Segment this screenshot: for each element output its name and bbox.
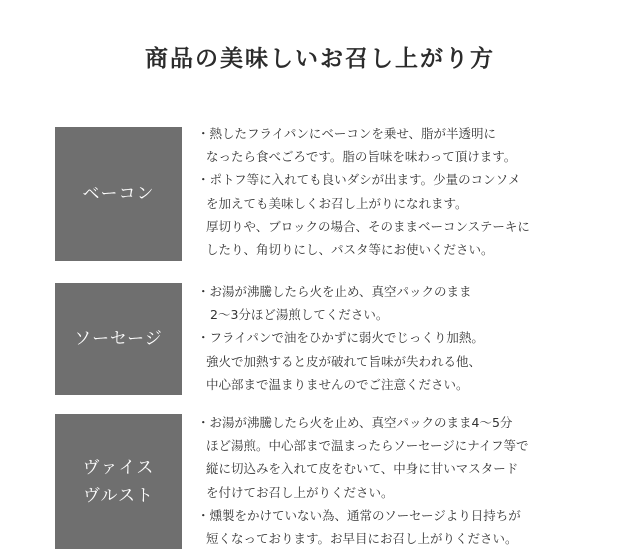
text-line: ほど湯煎。中心部まで温まったらソーセージにナイフ等で	[206, 438, 529, 454]
section-text	[197, 411, 627, 550]
section-label-line-1: ヴァイス	[82, 457, 155, 478]
section-bacon	[55, 127, 615, 261]
text-line: 厚切りや、ブロックの場合、そのままベーコンステーキに	[206, 218, 530, 234]
section-label-box	[55, 414, 182, 549]
text-line: 短くなっております。お早目にお召し上がりください。	[206, 531, 518, 547]
section-text	[197, 280, 627, 396]
text-line: ・熱したフライパンにベーコンを乗せ、脂が半透明に	[197, 126, 497, 141]
section-label: ソーセージ	[74, 329, 163, 349]
text-line: ・フライパンで油をひかずに弱火でじっくり加熱。	[197, 330, 484, 346]
text-line: 強火で加熱すると皮が破れて旨味が失われる他、	[206, 353, 482, 369]
page-title: 商品の美味しいお召し上がり方	[145, 46, 495, 72]
section-weisswurst	[55, 414, 615, 549]
section-label-box	[55, 127, 182, 261]
section-label-line-2: ヴルスト	[83, 485, 154, 506]
text-line: ・燻製をかけていない為、通常のソーセージより日持ちが	[197, 507, 521, 523]
text-line: 縦に切込みを入れて皮をむいて、中身に甘いマスタード	[206, 461, 519, 477]
text-line: したり、角切りにし、パスタ等にお使いください。	[206, 242, 494, 258]
section-label-box	[55, 283, 182, 395]
text-line: 中心部まで温まりませんのでご注意ください。	[206, 376, 469, 392]
text-line: 2〜3分ほど湯煎してください。	[210, 307, 389, 323]
text-line: を付けてお召し上がりください。	[206, 484, 394, 500]
section-label: ベーコン	[82, 184, 155, 204]
text-line: ・ポトフ等に入れても良いダシが出ます。少量のコンソメ	[197, 172, 521, 188]
text-line: を加えても美味しくお召し上がりになれます。	[206, 195, 468, 211]
section-sausage	[55, 283, 615, 395]
section-text	[197, 122, 627, 261]
text-line: ・お湯が沸騰したら火を止め、真空パックのまま4〜5分	[197, 415, 513, 430]
text-line: ・お湯が沸騰したら火を止め、真空パックのまま	[197, 284, 472, 299]
text-line: なったら食べごろです。脂の旨味を味わって頂けます。	[206, 149, 517, 165]
